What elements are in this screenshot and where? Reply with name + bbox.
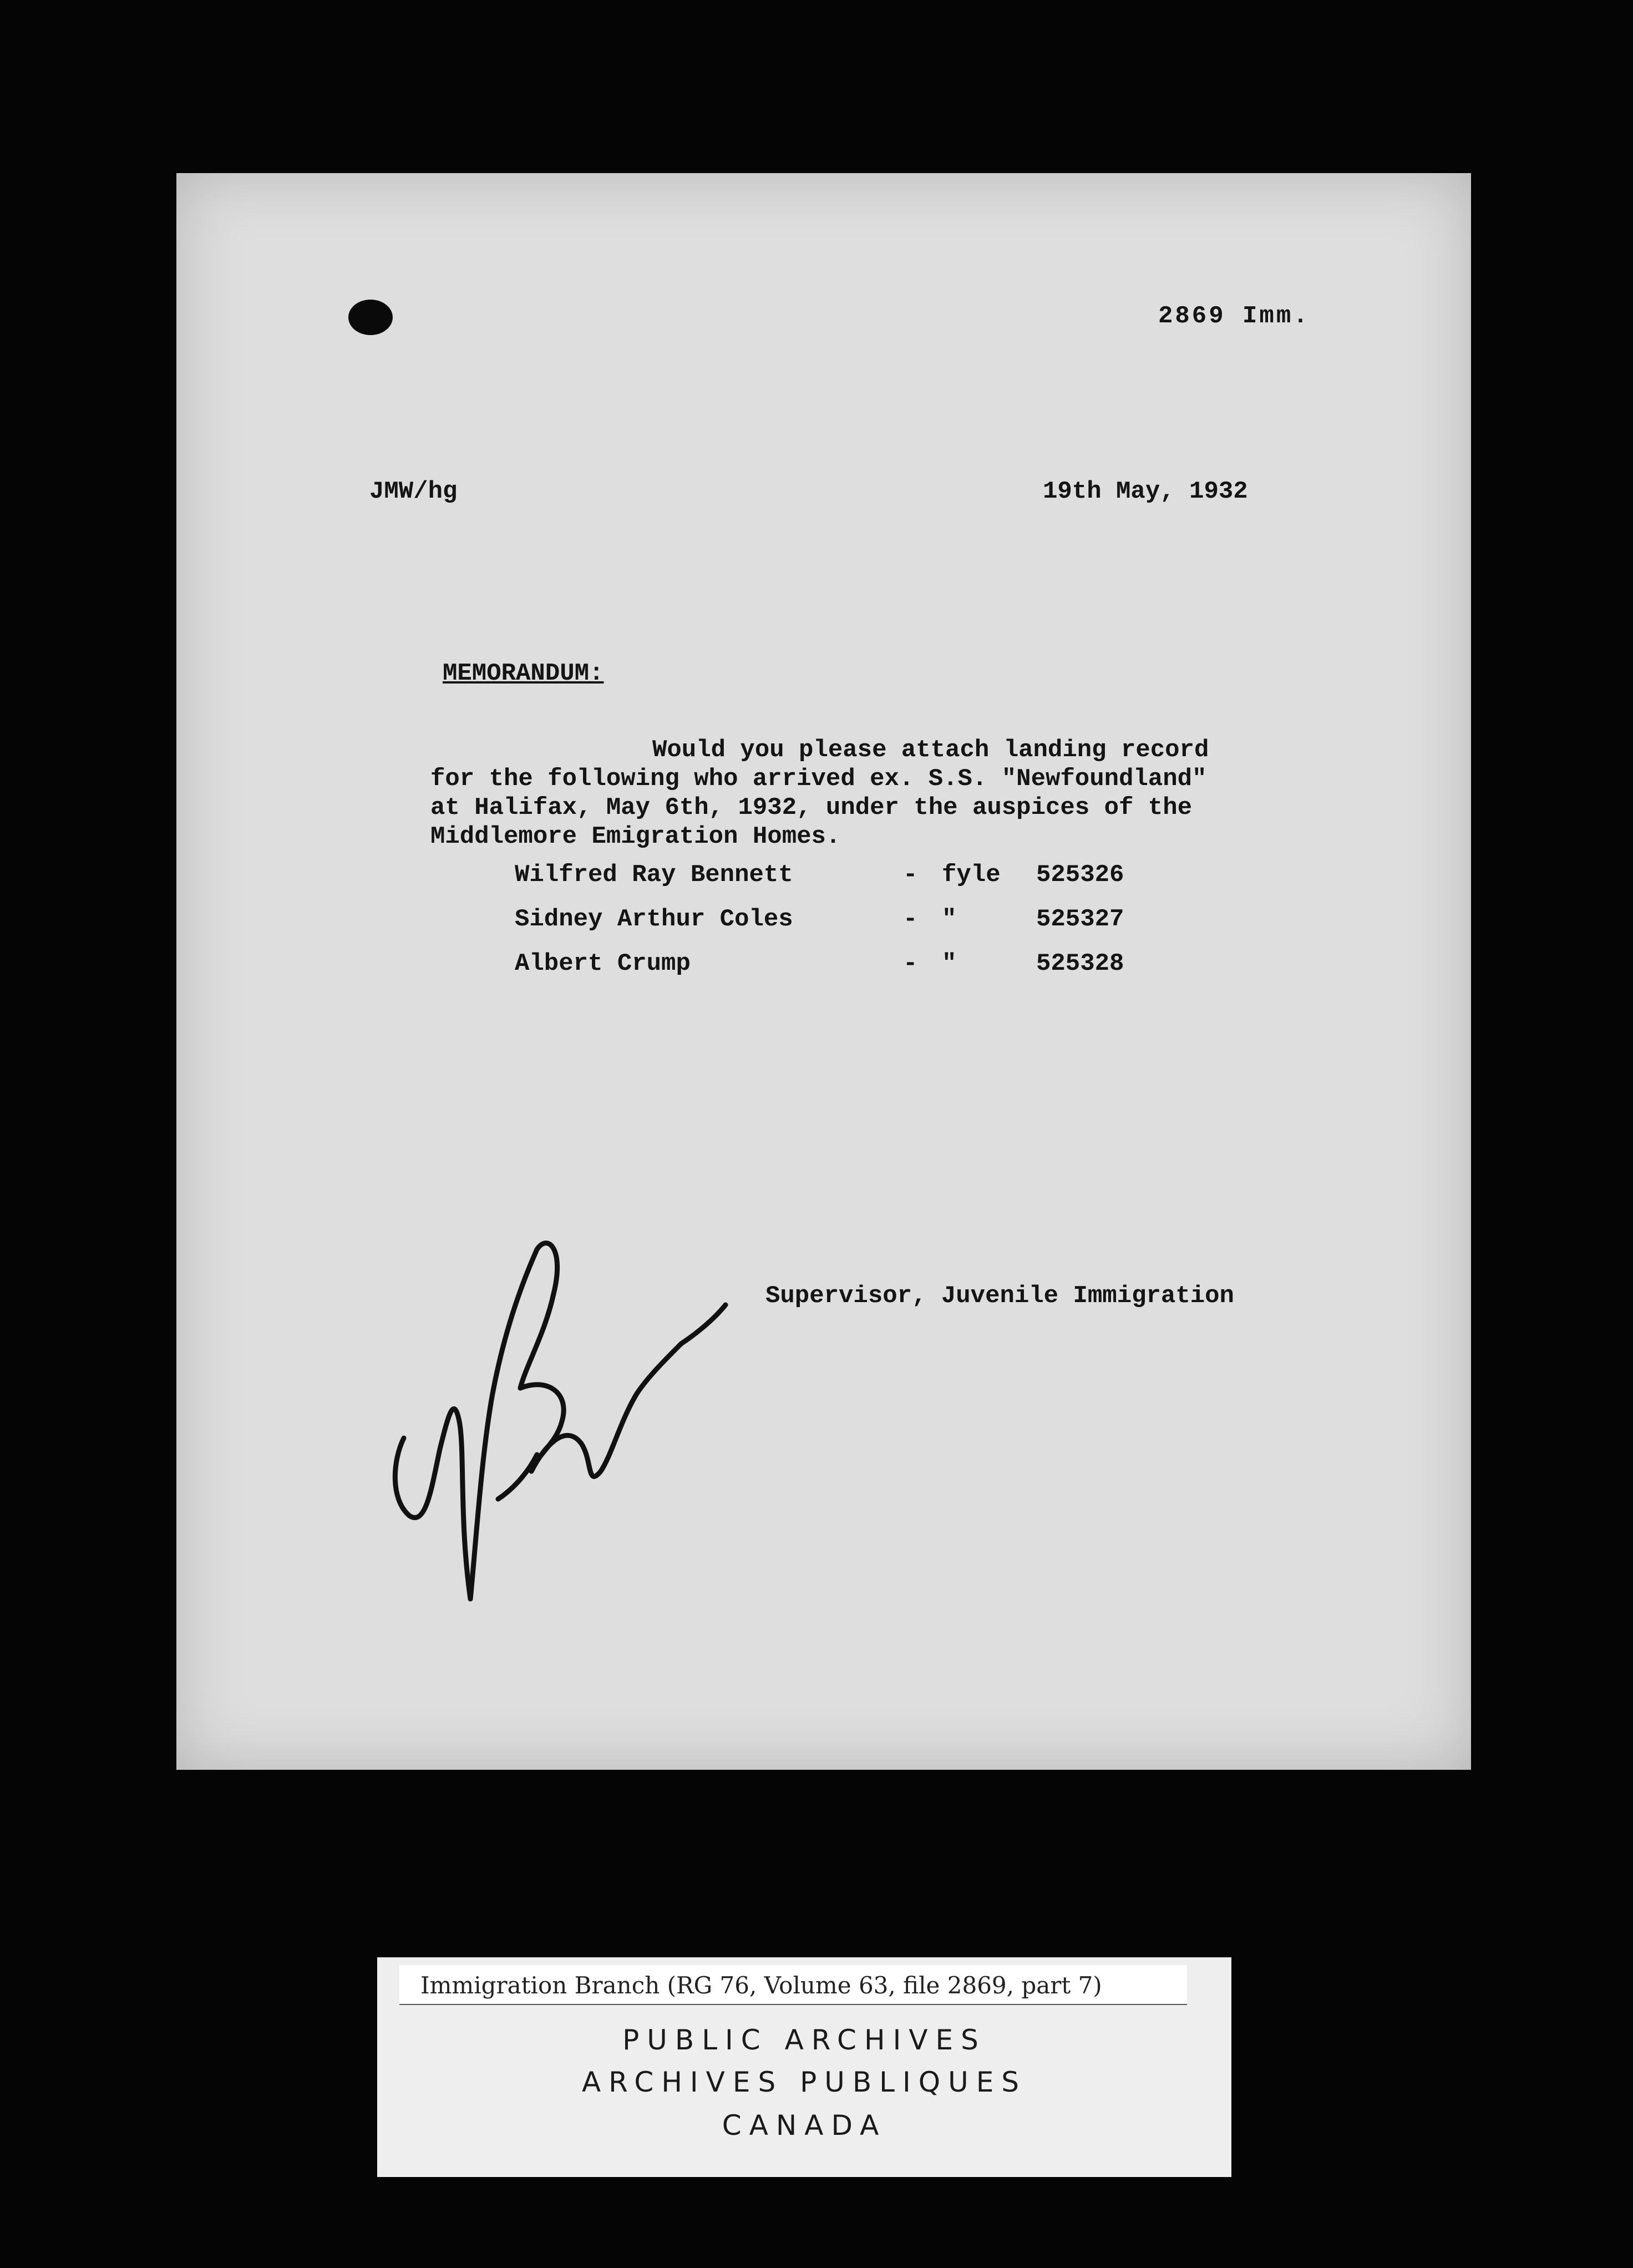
body-line: Would you please attach landing record (652, 736, 1209, 764)
separator-dash: - (903, 950, 918, 978)
file-number: 2869 Imm. (1158, 302, 1310, 330)
file-label: " (942, 950, 957, 978)
archive-source-strip (399, 1965, 1187, 2005)
names-list (515, 861, 1124, 994)
signature-title: Supervisor, Juvenile Immigration (765, 1282, 1234, 1310)
file-label: fyle (942, 861, 1001, 889)
handwritten-signature (387, 1211, 731, 1610)
person-name: Wilfred Ray Bennett (515, 861, 793, 889)
list-item (515, 950, 1124, 994)
memo-body (430, 736, 1462, 851)
body-line: for the following who arrived ex. S.S. "Newfoundland" (430, 765, 1207, 793)
reference-initials: JMW/hg (369, 478, 458, 505)
memo-date: 19th May, 1932 (1043, 478, 1248, 505)
separator-dash: - (903, 905, 918, 933)
file-number-value: 525328 (1036, 950, 1124, 978)
memo-heading: MEMORANDUM: (443, 660, 604, 687)
punch-hole (348, 300, 393, 335)
body-line: at Halifax, May 6th, 1932, under the auspices of the (430, 794, 1193, 822)
archive-stamp-country: CANADA (722, 2109, 887, 2142)
archive-source-text: Immigration Branch (RG 76, Volume 63, file 2869, part 7) (420, 1972, 1102, 1999)
file-number-value: 525326 (1036, 861, 1124, 889)
archive-label-card (377, 1957, 1231, 2177)
memo-page (176, 173, 1471, 1770)
list-item (515, 861, 1124, 905)
list-item (515, 905, 1124, 950)
body-line: Middlemore Emigration Homes. (430, 823, 841, 850)
archive-stamp-french: ARCHIVES PUBLIQUES (581, 2066, 1027, 2098)
person-name: Sidney Arthur Coles (515, 905, 793, 933)
archive-stamp-english: PUBLIC ARCHIVES (622, 2024, 986, 2056)
separator-dash: - (903, 861, 918, 889)
file-label: " (942, 905, 957, 933)
person-name: Albert Crump (515, 950, 691, 978)
file-number-value: 525327 (1036, 905, 1124, 933)
